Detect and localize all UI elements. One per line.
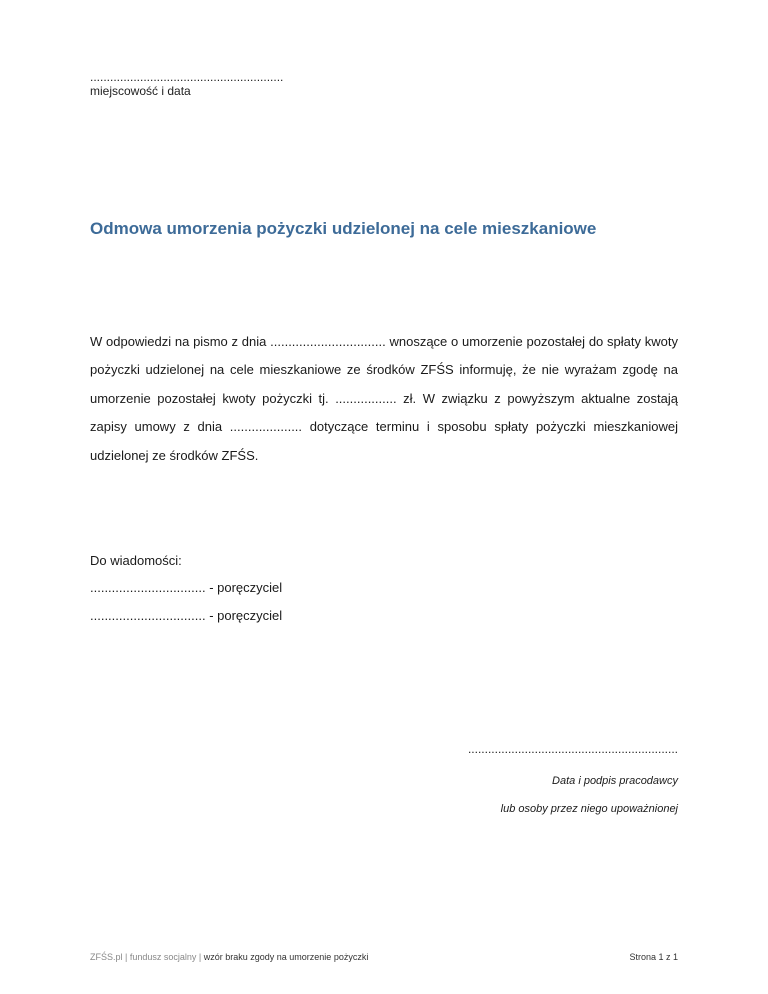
footer-separator: |: [122, 952, 130, 962]
footer-page-number: Strona 1 z 1: [629, 952, 678, 962]
cc-line-guarantor-2: ................................ - poręczyciel: [90, 608, 283, 623]
footer-doc-name: wzór braku zgody na umorzenie pożyczki: [203, 952, 369, 962]
signature-label-line1: Data i podpis pracodawcy: [552, 775, 678, 787]
place-date-label: miejscowość i data: [90, 84, 191, 98]
footer-section: fundusz socjalny: [129, 952, 197, 962]
place-date-dots: ..........................................................: [90, 70, 284, 84]
cc-line-guarantor-1: ................................ - poręczyciel: [90, 580, 283, 595]
footer-separator: |: [196, 952, 204, 962]
signature-label-line2: lub osoby przez niego upoważnionej: [500, 803, 678, 815]
cc-heading: Do wiadomości:: [90, 553, 182, 568]
document-title: Odmowa umorzenia pożyczki udzielonej na cele mieszkaniowe: [90, 219, 597, 238]
footer-left: [90, 952, 368, 962]
footer-site: ZFŚS.pl: [90, 952, 123, 962]
body-paragraph: W odpowiedzi na pismo z dnia ................................ wnoszące o umorzenie pozostałej do spłaty kwoty pożyczki udzielonej na cele mieszkaniowe ze środków ZFŚS informuję, że nie wyrażam zgodę na umorzenie pozostałej kwoty pożyczki tj. ................. zł. W związku z powyższym aktualne zostają zapisy umowy z dnia .................... dotyczące terminu i sposobu spłaty pożyczki mieszkaniowej udzielonej ze środków ZFŚS.: [90, 334, 678, 463]
signature-dots: ...............................................................: [467, 742, 678, 756]
